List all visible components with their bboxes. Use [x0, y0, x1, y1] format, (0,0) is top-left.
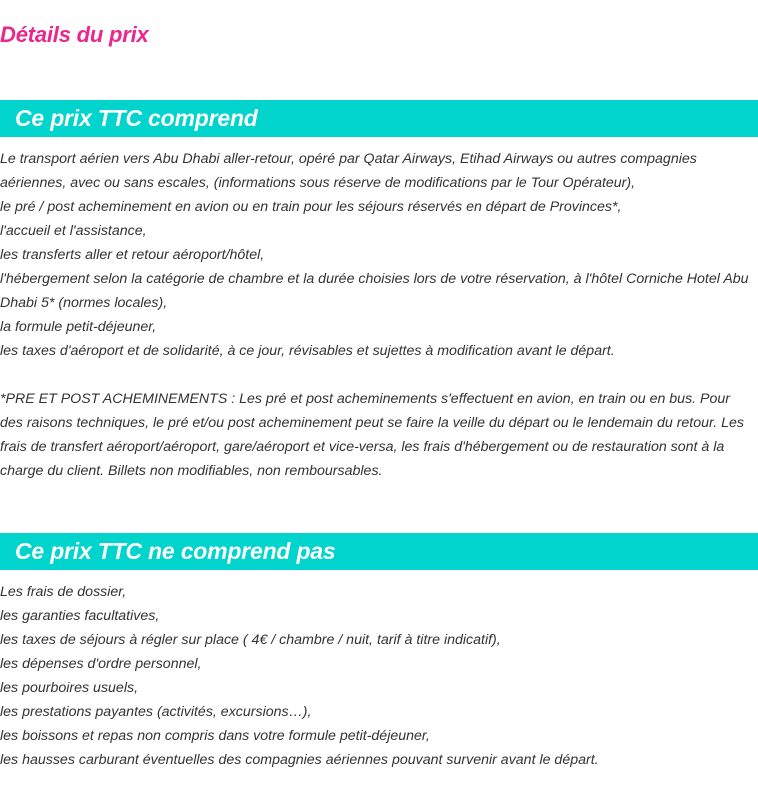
- excluded-item: les hausses carburant éventuelles des compagnies aériennes pouvant survenir avant le départ.: [0, 752, 599, 768]
- included-section-header: [0, 100, 758, 137]
- excluded-item: les dépenses d'ordre personnel,: [0, 656, 202, 672]
- excluded-section-header: [0, 533, 758, 570]
- included-item: l'hébergement selon la catégorie de chambre et la durée choisies lors de votre réservation, à l'hôtel Corniche Hotel Abu Dhabi 5* (normes locales),: [0, 271, 749, 311]
- included-item: le pré / post acheminement en avion ou en train pour les séjours réservés en départ de Provinces*,: [0, 199, 622, 215]
- excluded-item: les taxes de séjours à régler sur place ( 4€ / chambre / nuit, tarif à titre indicatif),: [0, 632, 501, 648]
- included-item: Le transport aérien vers Abu Dhabi aller-retour, opéré par Qatar Airways, Etihad Airways ou autres compagnies aériennes, avec ou sans escales, (informations sous réserve de modifications par le Tour Opérateur),: [0, 151, 697, 191]
- included-list: [0, 147, 752, 363]
- included-item: les taxes d'aéroport et de solidarité, à ce jour, révisables et sujettes à modification avant le départ.: [0, 343, 615, 359]
- transfer-note: [0, 387, 752, 483]
- page-title: Détails du prix: [0, 22, 149, 47]
- excluded-list: [0, 580, 752, 772]
- included-heading: Ce prix TTC comprend: [15, 105, 258, 131]
- excluded-item: Les frais de dossier,: [0, 584, 127, 600]
- excluded-item: les garanties facultatives,: [0, 608, 160, 624]
- included-item: les transferts aller et retour aéroport/hôtel,: [0, 247, 265, 263]
- included-item: la formule petit-déjeuner,: [0, 319, 157, 335]
- excluded-item: les pourboires usuels,: [0, 680, 139, 696]
- excluded-item: les boissons et repas non compris dans votre formule petit-déjeuner,: [0, 728, 430, 744]
- excluded-heading: Ce prix TTC ne comprend pas: [15, 538, 336, 564]
- included-item: l'accueil et l'assistance,: [0, 223, 147, 239]
- excluded-item: les prestations payantes (activités, excursions…),: [0, 704, 312, 720]
- transfer-note-text: *PRE ET POST ACHEMINEMENTS : Les pré et post acheminements s'effectuent en avion, en train ou en bus. Pour des raisons techniques, le pré et/ou post acheminement peut se faire la veille du départ ou le lendemain du retour. Les frais de transfert aéroport/aéroport, gare/aéroport et vice-versa, les frais d'hébergement ou de restauration sont à la charge du client. Billets non modifiables, non remboursables.: [0, 391, 744, 479]
